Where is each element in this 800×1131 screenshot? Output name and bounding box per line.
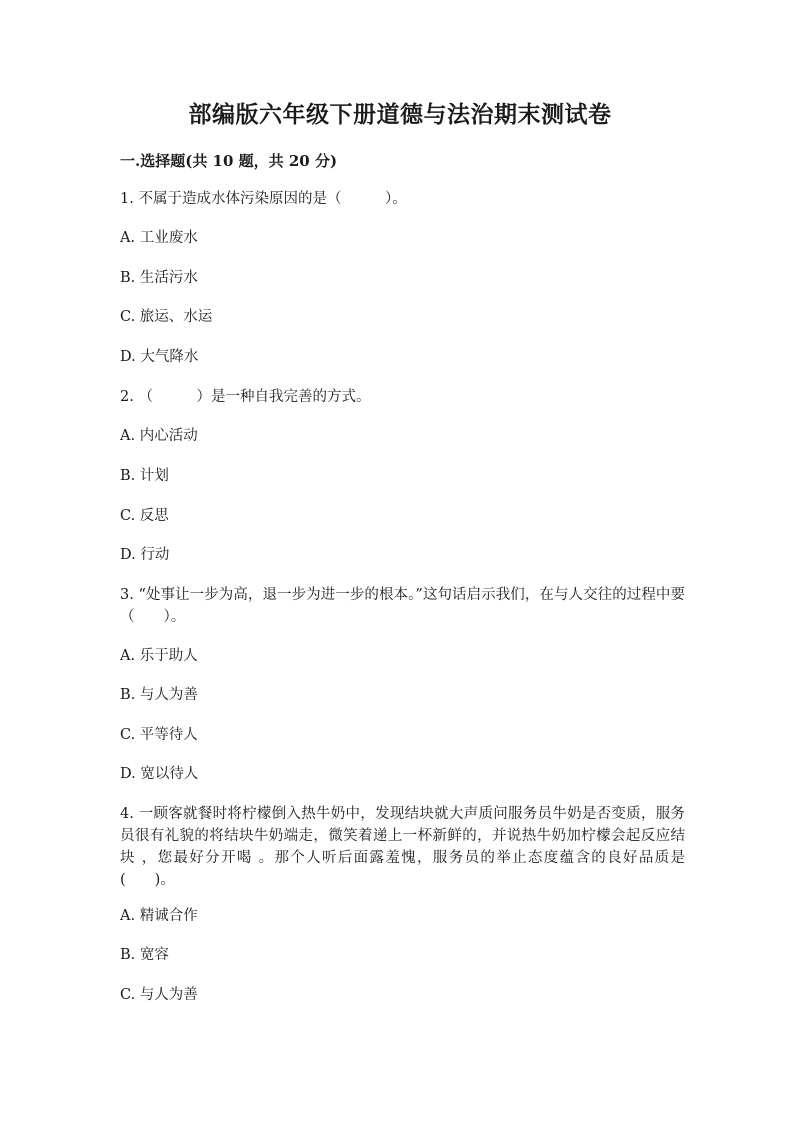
- question-4-option-c: C. 与人为善: [120, 987, 198, 1003]
- question-3-stem: 3. “处事让一步为高，退一步为进一步的根本。”这句话启示我们，在与人交往的过程中要（ ）。: [120, 587, 685, 625]
- question-1-option-c: C. 旅运、水运: [120, 309, 213, 325]
- question-2-stem: 2. （ ）是一种自我完善的方式。: [120, 389, 371, 405]
- question-2-option-a: A. 内心活动: [120, 428, 198, 444]
- question-1-option-d: D. 大气降水: [120, 349, 199, 365]
- question-4-option-b: B. 宽容: [120, 947, 169, 963]
- question-1-option-b: B. 生活污水: [120, 270, 198, 286]
- question-3-option-a: A. 乐于助人: [120, 648, 198, 664]
- question-4-stem: 4. 一顾客就餐时将柠檬倒入热牛奶中，发现结块就大声质问服务员牛奶是否变质，服务员很有礼貌的将结块牛奶端走，微笑着递上一杯新鲜的，并说热牛奶加柠檬会起反应结块 ，您最好分开喝 。那个人听后面露羞愧，服务员的举止态度蕴含的良好品质是( )。: [120, 806, 685, 888]
- question-3-option-c: C. 平等待人: [120, 727, 198, 743]
- question-1-option-a: A. 工业废水: [120, 230, 198, 246]
- question-2-option-b: B. 计划: [120, 468, 169, 484]
- question-2-option-c: C. 反思: [120, 508, 169, 524]
- question-1-stem: 1. 不属于造成水体污染原因的是（ ）。: [120, 191, 407, 207]
- question-3-option-b: B. 与人为善: [120, 687, 198, 703]
- question-3-option-d: D. 宽以待人: [120, 766, 199, 782]
- question-4-option-a: A. 精诚合作: [120, 908, 198, 924]
- section-heading: 一.选择题(共 10 题，共 20 分): [120, 152, 338, 170]
- question-2-option-d: D. 行动: [120, 547, 170, 563]
- page-title: 部编版六年级下册道德与法治期末测试卷: [188, 101, 612, 128]
